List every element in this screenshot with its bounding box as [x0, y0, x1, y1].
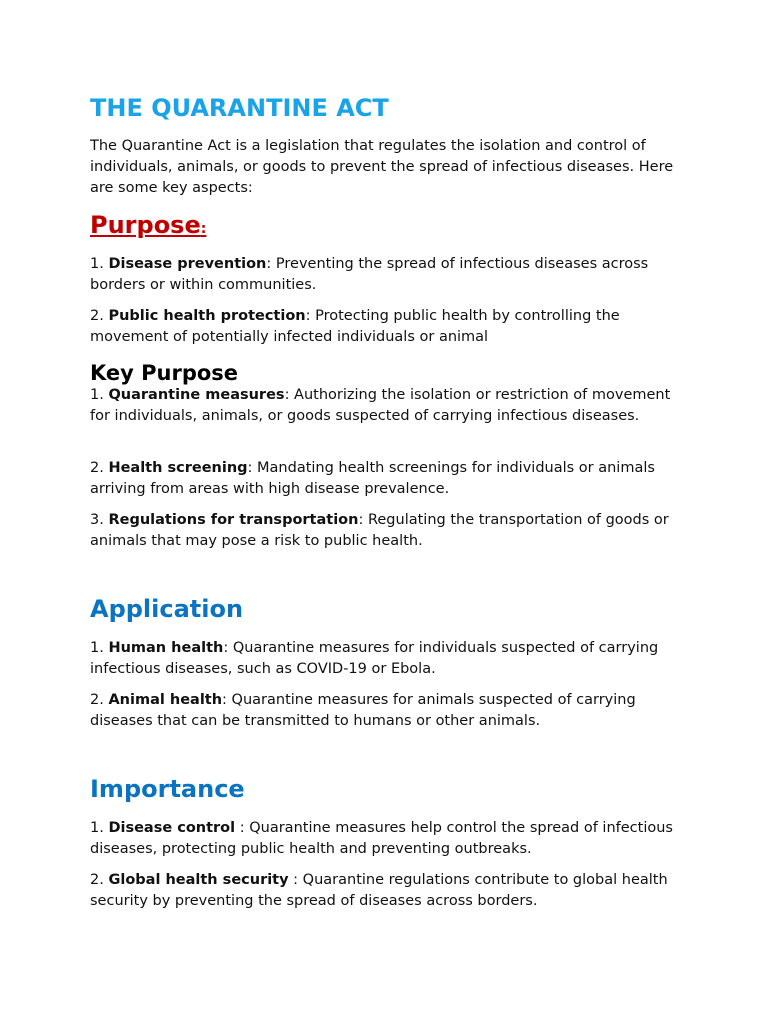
- item-number: 3.: [90, 512, 109, 528]
- item-number: 2.: [90, 872, 109, 888]
- item-number: 1.: [90, 256, 109, 272]
- item-number: 1.: [90, 640, 109, 656]
- list-item: [90, 510, 690, 552]
- item-term: Health screening: [108, 460, 248, 476]
- purpose-heading-text: Purpose: [90, 211, 201, 239]
- item-number: 1.: [90, 387, 109, 403]
- item-text: : Mandating health screenings for individuals or animals arriving from areas with high disease prevalence.: [90, 460, 655, 497]
- document-title: THE QUARANTINE ACT: [90, 94, 389, 122]
- list-item: [90, 638, 690, 680]
- item-term: Regulations for transportation: [108, 512, 359, 528]
- item-number: 2.: [90, 460, 109, 476]
- item-number: 2.: [90, 692, 109, 708]
- item-text: : Quarantine measures for individuals suspected of carrying infectious diseases, such as COVID-19 or Ebola.: [90, 640, 659, 677]
- item-text: : Preventing the spread of infectious diseases across borders or within communities.: [90, 256, 649, 293]
- item-text: : Authorizing the isolation or restriction of movement for individuals, animals, or goods suspected of carrying infectious diseases.: [90, 387, 671, 424]
- item-text: : Quarantine measures for animals suspected of carrying diseases that can be transmitted to humans or other animals.: [90, 692, 636, 729]
- purpose-heading-colon: :: [200, 221, 207, 237]
- item-term: Animal health: [108, 692, 223, 708]
- list-item: [90, 818, 690, 860]
- list-item: [90, 458, 690, 500]
- item-term: Global health security: [108, 872, 289, 888]
- item-term: Disease prevention: [108, 256, 267, 272]
- list-item: [90, 254, 690, 296]
- item-term: Disease control: [108, 820, 236, 836]
- item-text: : Quarantine measures help control the spread of infectious diseases, protecting public health and preventing outbreaks.: [90, 820, 673, 857]
- item-number: 1.: [90, 820, 109, 836]
- list-item: [90, 385, 690, 427]
- list-item: [90, 690, 690, 732]
- item-text: : Quarantine regulations contribute to global health security by preventing the spread of diseases across borders.: [90, 872, 668, 909]
- item-text: : Protecting public health by controlling the movement of potentially infected individuals or animal: [90, 308, 620, 345]
- item-term: Quarantine measures: [108, 387, 285, 403]
- section-heading-application: Application: [90, 595, 244, 623]
- intro-paragraph: The Quarantine Act is a legislation that regulates the isolation and control of individuals, animals, or goods to prevent the spread of infectious diseases. Here are some key aspects:: [90, 138, 674, 196]
- item-term: Public health protection: [108, 308, 306, 324]
- section-heading-key-purpose: Key Purpose: [90, 361, 239, 385]
- list-item: [90, 870, 690, 912]
- item-text: : Regulating the transportation of goods or animals that may pose a risk to public health.: [90, 512, 669, 549]
- list-item: [90, 306, 690, 348]
- item-term: Human health: [108, 640, 224, 656]
- section-heading-purpose: [90, 208, 690, 246]
- item-number: 2.: [90, 308, 109, 324]
- section-heading-importance: Importance: [90, 775, 245, 803]
